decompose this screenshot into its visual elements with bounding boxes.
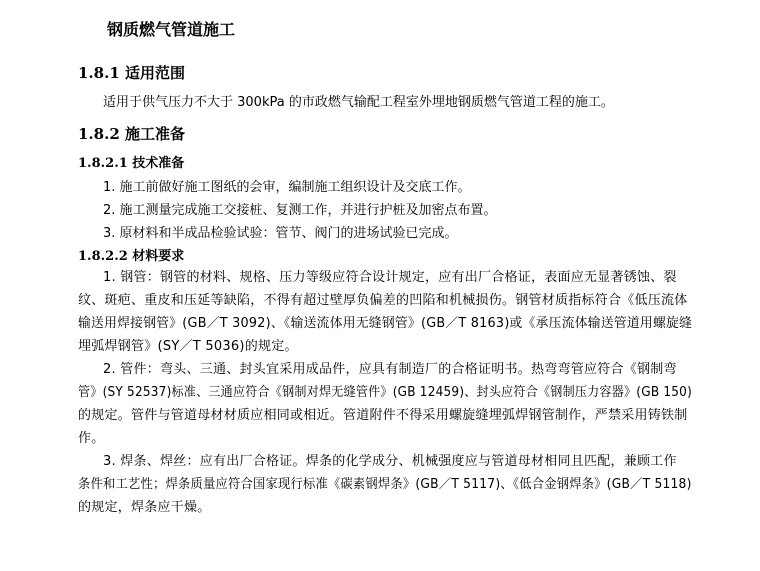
list-item: 1. 施工前做好施工图纸的会审，编制施工组织设计及交底工作。	[103, 180, 471, 195]
document-title: 钢质燃气管道施工	[107, 20, 236, 39]
paragraph-line: 2. 管件：弯头、三通、封头宜采用成品件，应具有制造厂的合格证明书。热弯弯管应符合《钢制弯	[103, 362, 677, 377]
paragraph-line: 管》(SY 52537)标准、三通应符合《钢制对焊无缝管件》(GB 12459)、封头应符合《钢制压力容器》(GB 150)	[78, 385, 693, 400]
section-heading-1-8-2: 1.8.2 施工准备	[78, 125, 185, 143]
paragraph-line: 条件和工艺性；焊条质量应符合国家现行标准《碳素钢焊条》(GB／T 5117)、《低合金钢焊条》(GB／T 5118)	[78, 477, 692, 492]
paragraph-line: 3. 焊条、焊丝：应有出厂合格证。焊条的化学成分、机械强度应与管道母材相同且匹配，兼顾工作	[103, 454, 677, 469]
list-item: 3. 原材料和半成品检验试验：管节、阀门的进场试验已完成。	[103, 226, 458, 241]
paragraph-line: 1. 钢管：钢管的材料、规格、压力等级应符合设计规定，应有出厂合格证，表面应无显著锈蚀、裂	[103, 270, 677, 285]
paragraph-line: 作。	[78, 431, 105, 446]
paragraph-line: 的规定，焊条应干燥。	[78, 500, 211, 515]
scope-text: 适用于供气压力不大于 300kPa 的市政燃气输配工程室外埋地钢质燃气管道工程的施工。	[103, 95, 614, 110]
paragraph-line: 的规定。管件与管道母材材质应相同或相近。管道附件不得采用螺旋缝埋弧焊钢管制作，严禁采用铸铁制	[78, 408, 688, 423]
paragraph-line: 输送用焊接钢管》(GB／T 3092)、《输送流体用无缝钢管》(GB／T 8163)或《承压流体输送管道用螺旋缝	[78, 316, 693, 331]
section-heading-1-8-1: 1.8.1 适用范围	[78, 64, 185, 82]
list-item: 2. 施工测量完成施工交接桩、复测工作，并进行护桩及加密点布置。	[103, 203, 497, 218]
section-heading-1-8-2-2: 1.8.2.2 材料要求	[78, 249, 185, 264]
paragraph-line: 纹、斑疤、重皮和压延等缺陷，不得有超过壁厚负偏差的凹陷和机械损伤。钢管材质指标符合《低压流体	[78, 293, 688, 308]
section-heading-1-8-2-1: 1.8.2.1 技术准备	[78, 156, 185, 171]
paragraph-line: 埋弧焊钢管》(SY／T 5036)的规定。	[78, 339, 298, 354]
